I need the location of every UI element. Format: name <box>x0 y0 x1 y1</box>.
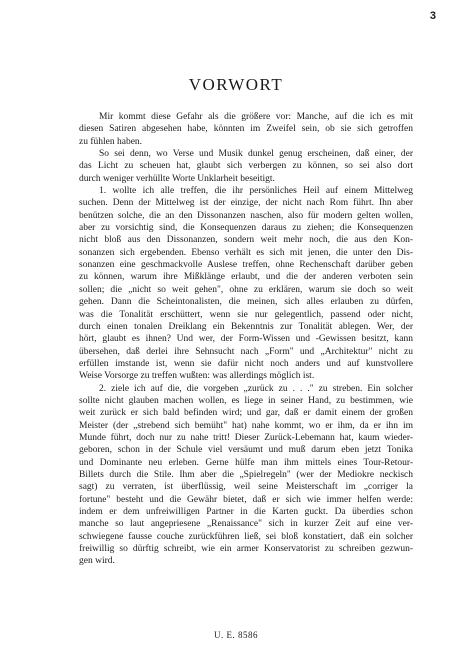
text-line: zu fühlen haben. <box>79 136 143 147</box>
text-line: und Dominante neu erleben. Gerne hülfe man ihm mittels eines Tour-Retour- <box>79 457 413 468</box>
text-line: diesen Satiren abgesehen habe, könnten im Zweifel sein, ob sie sich getroffen <box>79 124 413 135</box>
text-line: fortune" besteht und die Gewähr bietet, daß er sich wie immer helfen werde: <box>79 494 413 505</box>
text-line: erfüllen imstande ist, wenn sie dafür nicht noch anders und auf kunstvollere <box>79 358 413 369</box>
text-line: 1. wollte ich alle treffen, die ihr persönliches Heil auf einem Mittelweg <box>99 186 413 197</box>
text-line: Munde führt, doch nur zu nahe tritt! Dieser Zurück-Lebemann hat, kaum wieder- <box>79 432 413 443</box>
text-line: zu können, warum ihre Mißklänge erlaubt, und die der anderen verboten sein <box>79 272 413 283</box>
text-line: sonanzen eine geschmackvolle Auslese treffen, ohne Rechenschaft darüber geben <box>79 260 413 271</box>
text-line: gen wird. <box>79 556 115 567</box>
text-line: Meister (der „strebend sich bemüht" hat) nahe kommt, wo er ihm, da er ihn im <box>79 420 413 431</box>
text-line: schwiegene fausse couche zurückführen ließ, sei bloß konstatiert, daß ein solcher <box>79 531 413 542</box>
text-line: geboren, schon in der Schule viel versäumt und muß darum eben jetzt Tonika <box>79 445 413 456</box>
text-line: aber zu vorsichtig sind, die Konsequenzen daraus zu ziehen; die Konsequenzen <box>79 223 413 234</box>
text-line: weit zurück er sich bald befinden wird; und gar, daß er damit einem der großen <box>79 408 413 419</box>
paragraph <box>79 111 413 148</box>
page-number: 3 <box>429 10 436 22</box>
text-line: freiwillig so dürftig schreibt, wie ein armer Konservatorist zu schreiben gezwun- <box>79 544 413 555</box>
text-line: nicht bloß aus den Dissonanzen, sondern weit mehr noch, die aus den Kon- <box>79 235 413 246</box>
text-line: Billets durch die Stile. Ihm aber die „Spielregeln" (wer der Mediokre neckisch <box>79 469 413 480</box>
paragraph <box>79 148 413 185</box>
text-line: sollte nicht glauben machen wollen, es liege in seiner Hand, zu bestimmen, wie <box>79 395 413 406</box>
text-line: manche so laut angepriesene „Renaissance" sich in kurzer Zeit auf eine ver- <box>79 519 413 530</box>
text-line: Mir kommt diese Gefahr als die größere vor: Manche, auf die ich es mit <box>99 112 413 122</box>
text-line: übersehen, daß derlei ihre Sehnsucht nach „Form" und „Architektur" nicht zu <box>79 346 413 357</box>
text-line: sonanzen sich ergebenden. Ebenso verhält es sich mit jenen, die unter den Dis- <box>79 247 413 258</box>
footer-plate-number: U. E. 8586 <box>214 630 258 640</box>
text-line: sollen; die „nicht so weit gehen", ohne zu erklären, warum sie doch so weit <box>79 284 413 295</box>
text-line: benützen solche, die an den Dissonanzen naschen, also für modern gelten wollen, <box>79 210 413 221</box>
text-line: Weise Vorsorge zu treffen wußten: was allerdings möglich ist. <box>79 371 315 382</box>
text-line: das Licht zu scheuen hat, glaubt sich verbergen zu können, so sei also dort <box>79 161 413 172</box>
paragraph <box>79 185 413 383</box>
text-line: durch einen tonalen Dreiklang ein Bekenntnis zur Tonalität ablegen. Wer, der <box>79 321 413 332</box>
paragraph <box>79 383 413 568</box>
text-line: hört, glaubt es ihnen? Und wer, der Form-Wissen und -Gewissen besitzt, kann <box>79 334 413 345</box>
body-text <box>79 111 413 568</box>
text-line: suchen. Denn der Mittelweg ist der einzige, der nicht nach Rom führt. Ihn aber <box>79 198 413 209</box>
text-line: gehen. Dann die Scheintonalisten, die meinen, sich alles erlauben zu dürfen, <box>79 297 413 308</box>
text-line: So sei denn, wo Verse und Musik dunkel genug erscheinen, daß einer, der <box>99 149 413 160</box>
text-line: 2. ziele ich auf die, die vorgeben „zurück zu . . ." zu streben. Ein solcher <box>99 383 413 394</box>
text-line: was die Tonalität erschüttert, wenn sie nur gelegentlich, passend oder nicht, <box>79 309 413 320</box>
text-line: durch weniger verhüllte Worte Unklarheit beseitigt. <box>79 173 275 184</box>
text-line: sagt) zu verraten, ist überflüssig, weil seine Meisterschaft im „corriger la <box>79 482 413 493</box>
text-line: indem er dem unfreiwilligen Partner in die Karten guckt. Da überdies schon <box>79 507 413 517</box>
page-title: VORWORT <box>188 75 284 94</box>
